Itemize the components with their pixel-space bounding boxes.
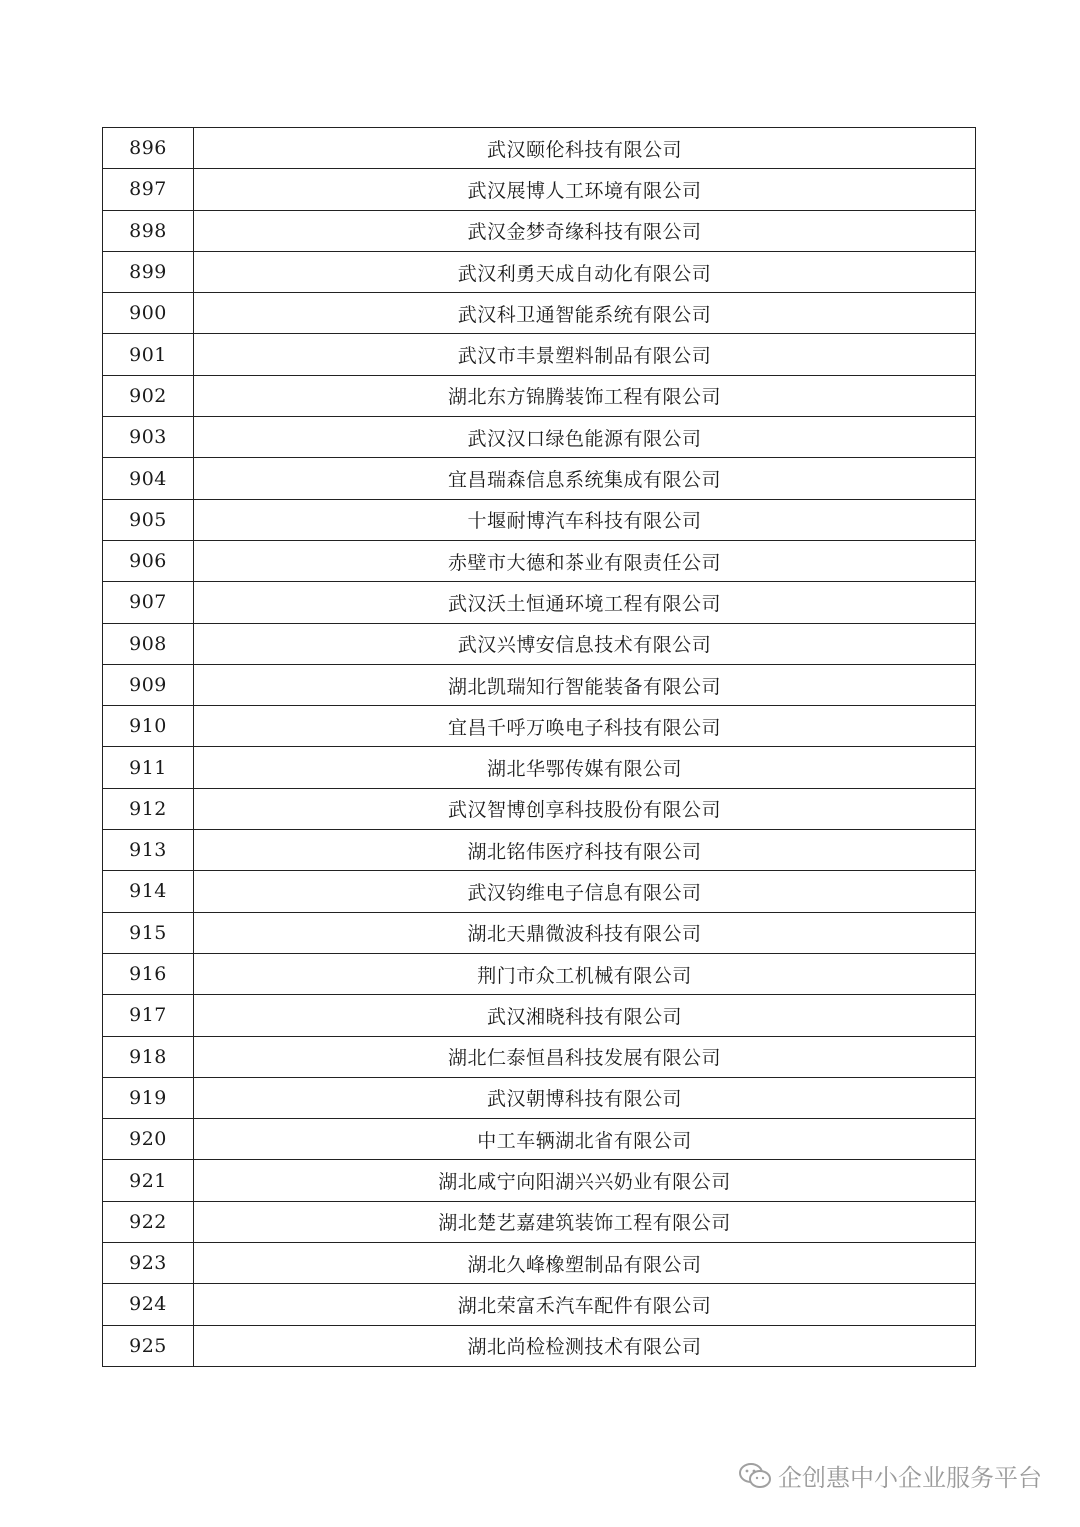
table-row	[103, 1119, 976, 1160]
row-number: 920	[103, 1119, 194, 1160]
table-row	[103, 953, 976, 994]
table-row	[103, 1077, 976, 1118]
row-number: 907	[103, 582, 194, 623]
company-name: 武汉沃土恒通环境工程有限公司	[194, 582, 976, 623]
table-row	[103, 1325, 976, 1366]
table-row	[103, 664, 976, 705]
row-number: 915	[103, 912, 194, 953]
row-number: 925	[103, 1325, 194, 1366]
table-row	[103, 623, 976, 664]
table-row	[103, 1036, 976, 1077]
row-number: 909	[103, 664, 194, 705]
table-row	[103, 830, 976, 871]
row-number: 910	[103, 706, 194, 747]
table-row	[103, 912, 976, 953]
company-name: 湖北尚检检测技术有限公司	[194, 1325, 976, 1366]
row-number: 916	[103, 953, 194, 994]
row-number: 914	[103, 871, 194, 912]
row-number: 905	[103, 499, 194, 540]
company-name: 宜昌千呼万唤电子科技有限公司	[194, 706, 976, 747]
row-number: 908	[103, 623, 194, 664]
company-name: 武汉市丰景塑料制品有限公司	[194, 334, 976, 375]
company-name: 赤壁市大德和茶业有限责任公司	[194, 540, 976, 581]
company-name: 武汉科卫通智能系统有限公司	[194, 293, 976, 334]
table-row	[103, 582, 976, 623]
table-body	[103, 128, 976, 1367]
row-number: 922	[103, 1201, 194, 1242]
company-name: 武汉湘晓科技有限公司	[194, 995, 976, 1036]
company-name: 湖北东方锦腾装饰工程有限公司	[194, 375, 976, 416]
table-row	[103, 128, 976, 169]
company-name: 宜昌瑞森信息系统集成有限公司	[194, 458, 976, 499]
table-row	[103, 169, 976, 210]
table-row	[103, 417, 976, 458]
company-name: 十堰耐博汽车科技有限公司	[194, 499, 976, 540]
watermark-text: 企创惠中小企业服务平台	[778, 1464, 1042, 1492]
company-name: 湖北华鄂传媒有限公司	[194, 747, 976, 788]
row-number: 900	[103, 293, 194, 334]
table-row	[103, 210, 976, 251]
company-name: 武汉钧维电子信息有限公司	[194, 871, 976, 912]
company-name: 湖北咸宁向阳湖兴兴奶业有限公司	[194, 1160, 976, 1201]
watermark	[738, 1458, 1042, 1493]
row-number: 904	[103, 458, 194, 499]
company-name: 湖北荣富禾汽车配件有限公司	[194, 1284, 976, 1325]
row-number: 924	[103, 1284, 194, 1325]
wechat-icon	[738, 1462, 772, 1490]
company-name: 湖北楚艺嘉建筑装饰工程有限公司	[194, 1201, 976, 1242]
company-name: 武汉颐伦科技有限公司	[194, 128, 976, 169]
table-row	[103, 1201, 976, 1242]
table-row	[103, 458, 976, 499]
table-row	[103, 995, 976, 1036]
row-number: 923	[103, 1243, 194, 1284]
table-row	[103, 375, 976, 416]
company-name: 武汉展博人工环境有限公司	[194, 169, 976, 210]
company-name: 湖北久峰橡塑制品有限公司	[194, 1243, 976, 1284]
company-name: 武汉金梦奇缘科技有限公司	[194, 210, 976, 251]
row-number: 898	[103, 210, 194, 251]
row-number: 919	[103, 1077, 194, 1118]
row-number: 906	[103, 540, 194, 581]
table-row	[103, 334, 976, 375]
table-row	[103, 540, 976, 581]
table-row	[103, 871, 976, 912]
company-table	[102, 127, 976, 1367]
row-number: 899	[103, 251, 194, 292]
table-row	[103, 1160, 976, 1201]
row-number: 917	[103, 995, 194, 1036]
company-name: 湖北天鼎微波科技有限公司	[194, 912, 976, 953]
table-row	[103, 1284, 976, 1325]
row-number: 896	[103, 128, 194, 169]
table-row	[103, 1243, 976, 1284]
table-row	[103, 251, 976, 292]
row-number: 897	[103, 169, 194, 210]
row-number: 902	[103, 375, 194, 416]
company-name: 湖北仁泰恒昌科技发展有限公司	[194, 1036, 976, 1077]
company-name: 湖北铭伟医疗科技有限公司	[194, 830, 976, 871]
row-number: 901	[103, 334, 194, 375]
table-row	[103, 788, 976, 829]
table-row	[103, 499, 976, 540]
row-number: 921	[103, 1160, 194, 1201]
row-number: 903	[103, 417, 194, 458]
row-number: 918	[103, 1036, 194, 1077]
company-name: 武汉朝博科技有限公司	[194, 1077, 976, 1118]
table-row	[103, 747, 976, 788]
company-name: 武汉兴博安信息技术有限公司	[194, 623, 976, 664]
company-name: 中工车辆湖北省有限公司	[194, 1119, 976, 1160]
company-name: 武汉利勇天成自动化有限公司	[194, 251, 976, 292]
company-name: 荆门市众工机械有限公司	[194, 953, 976, 994]
company-name: 湖北凯瑞知行智能装备有限公司	[194, 664, 976, 705]
table-row	[103, 706, 976, 747]
company-name: 武汉智博创享科技股份有限公司	[194, 788, 976, 829]
company-name: 武汉汉口绿色能源有限公司	[194, 417, 976, 458]
row-number: 912	[103, 788, 194, 829]
row-number: 913	[103, 830, 194, 871]
row-number: 911	[103, 747, 194, 788]
table-row	[103, 293, 976, 334]
